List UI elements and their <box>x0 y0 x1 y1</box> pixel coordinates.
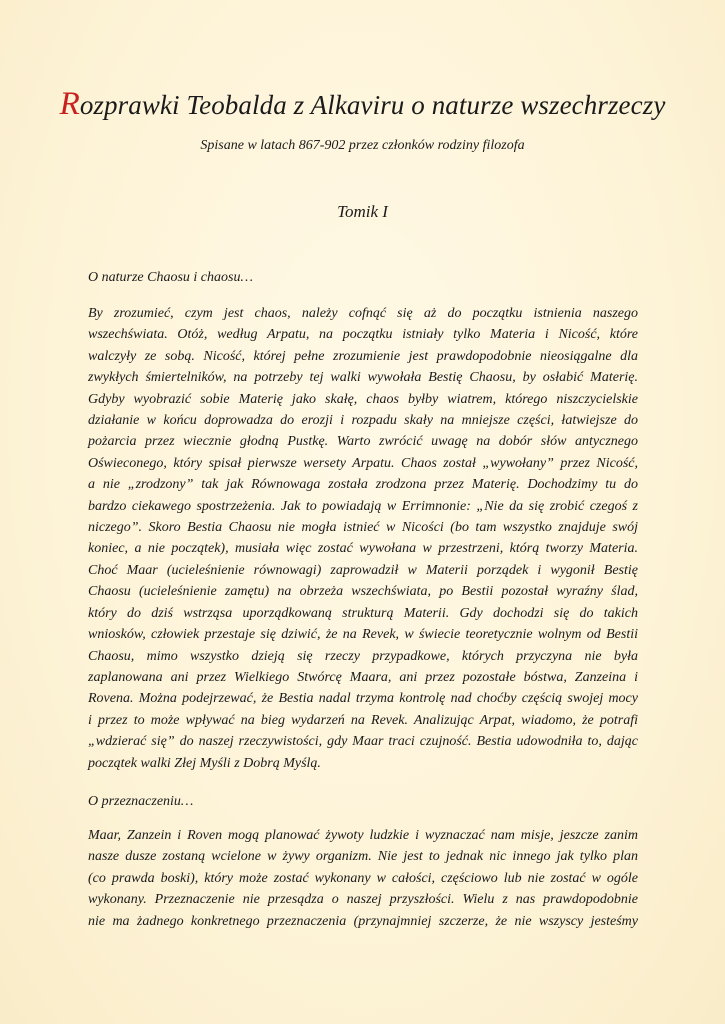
text-line: wniosków, człowiek przestaje się dziwić, że na Revek, w świecie teoretycznie wolnym od Bestii <box>88 627 638 643</box>
text-line: który do dziś wstrząsa uporządkowaną strukturą Materii. Gdy dochodzi się do takich <box>88 605 638 621</box>
text-line: Choć Maar (ucieleśnienie równowagi) zaprowadził w Materii porządek i wygonił Bestię <box>88 562 638 578</box>
text-line: „wdzierać się” do naszej rzeczywistości, gdy Maar traci czujność. Bestia udowodniła to, dając <box>88 734 638 750</box>
document-title <box>0 86 725 123</box>
volume-label: Tomik I <box>337 202 388 221</box>
text-line: koniec, a nie początek), musiała więc zostać wywołana w przestrzeni, którą tworzy Materia. <box>88 541 638 557</box>
text-line: zwykłych śmiertelników, na potrzeby tej walki wywołała Bestię Chaosu, by osłabić Materię. <box>88 370 638 386</box>
text-line: By zrozumieć, czym jest chaos, należy cofnąć się aż do początku istnienia naszego <box>88 306 638 321</box>
text-line: i przez to może wpływać na bieg wydarzeń na Revek. Analizując Arpat, wiadomo, że potrafi <box>88 712 638 728</box>
text-line: nasze dusze zostaną wcielone w żywy organizm. Nie jest to jednak nic innego jak tylko plan <box>88 849 638 865</box>
text-line: działanie w końcu doprowadza do erozji i rozpadu skały na mniejsze części, łatwiejsze do <box>88 413 638 429</box>
text-line: Oświeconego, który spisał pierwsze wersety Arpatu. Chaos został „wywołany” przez Nicość, <box>88 455 638 471</box>
section-heading-chaos: O naturze Chaosu i chaosu… <box>88 270 253 285</box>
text-line: Chaosu (ucieleśnienie zamętu) na obrzeża wszechświata, po Bestii pozostał wyraźny ślad, <box>88 584 638 600</box>
section-heading-destiny: O przeznaczeniu… <box>88 794 194 809</box>
text-line: bardzo ciekawego spostrzeżenia. Jak to powiadają w Errimnonie: „Nie da się zrobić czegoś z <box>88 498 638 514</box>
title-text: ozprawki Teobalda z Alkaviru o naturze wszechrzeczy <box>79 90 666 120</box>
text-line: wykonany. Przeznaczenie nie przesądza o naszej przyszłości. Wielu z nas prawdopodobnie <box>88 892 638 908</box>
text-line: (co prawda boski), który może zostać wykonany w całości, częściowo lub nie zostać w ogóle <box>88 870 638 886</box>
text-line: Chaosu, mimo wszystko dzieją się rzeczy przypadkowe, których przyczyna nie była <box>88 648 638 664</box>
text-line: zaplanowana ani przez Wielkiego Stwórcę Maara, ani przez pozostałe bóstwa, Zanzeina i <box>88 669 638 685</box>
text-line: Rovena. Można podejrzewać, że Bestia nadal trzyma kontrolę nad choćby częścią swojej mocy <box>88 691 638 707</box>
text-line: nie ma żadnego konkretnego przeznaczenia (przynajmniej szczerze, że nie wszyscy jesteśmy <box>88 913 638 929</box>
text-line: pożarcia przez wiecznie głodną Pustkę. Warto zwrócić uwagę na dobór słów antycznego <box>88 434 638 450</box>
section-body-chaos <box>88 303 638 774</box>
text-line: Maar, Zanzein i Roven mogą planować żywoty ludzkie i wyznaczać nam misje, jeszcze zanim <box>88 828 638 843</box>
text-line: Gdyby wyobrazić sobie Materię jako skałę, chaos byłby wiatrem, którego niszczycielskie <box>88 391 638 407</box>
title-initial: R <box>59 86 80 122</box>
text-line: niczego”. Skoro Bestia Chaosu nie mogła istnieć w Nicości (bo tam wszystko znajduje swój <box>88 520 638 536</box>
document-subtitle: Spisane w latach 867-902 przez członków rodziny filozofa <box>200 138 525 153</box>
text-line: wszechświata. Otóż, według Arpatu, na początku istniały tylko Materia i Nicość, które <box>88 327 638 343</box>
text-line: walczyły ze sobą. Nicość, której pełne zrozumienie jest prawdopodobnie nieosiągalne dla <box>88 348 638 364</box>
text-line: początek walki Złej Myśli z Dobrą Myślą. <box>88 755 321 771</box>
text-line: a nie „zrodzony” tak jak Równowaga została zrodzona przez Materię. Dochodzimy tu do <box>88 477 638 493</box>
section-body-destiny <box>88 825 638 932</box>
